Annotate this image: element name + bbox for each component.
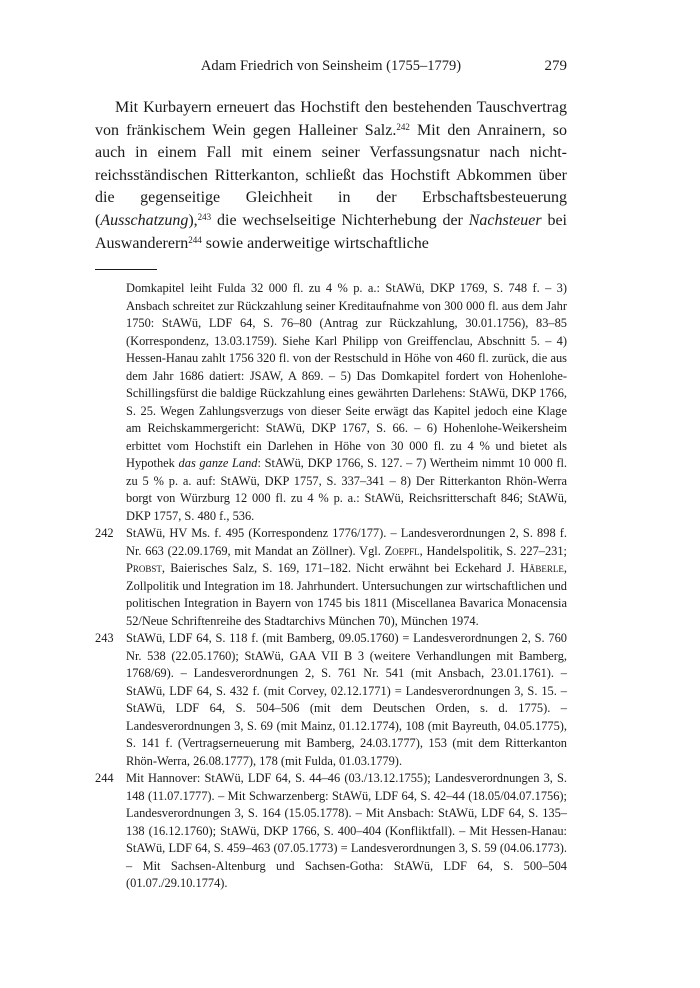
footnote-text: , Baierisches Salz, S. 169, 171–182. Nicht erwähnt bei Eckehard J. (161, 561, 520, 575)
footnote-text: , Handelspolitik, S. 227–231; (419, 543, 567, 558)
footnote-separator (95, 269, 157, 270)
author-name: Zoepfl (384, 543, 420, 558)
footnote-ref-244[interactable]: 244 (188, 234, 202, 245)
author-name: Probst (126, 561, 162, 575)
footnote-number: 242 (95, 526, 114, 540)
footnote-ref-242[interactable]: 242 (396, 121, 410, 132)
footnote-242 (95, 525, 567, 630)
italic-term: Ausschatzung (100, 211, 189, 229)
footnote-text: StAWü, LDF 64, S. 118 f. (mit Bamberg, 09.05.1760) = Landesverordnungen 2, S. 760 Nr. 538 (22.05.1760); StAWü, GAA VII B 3 (weitere Verhandlungen mit Bamberg, 1768/69). – Landesverordnungen 2, S. 761 Nr. 541 (mit Ansbach, 23.01.1761). – StAWü, LDF 64, S. 432 f. (mit Corvey, 02.12.1771) = Landesverordnungen 3, S. 15. – StAWü, LDF 64, S. 504–506 (mit dem Deutschen Orden, s. d. 1775). – Landesverordnungen 3, S. 69 (mit Mainz, 01.12.1774), 108 (mit Bayreuth, 04.05.1775), S. 141 f. (Vertragserneuerung mit Bamberg, 24.03.1777), 153 (mit dem Ritterkanton Rhön-Werra, 26.08.1777), 178 (mit Fulda, 01.03.1779). (126, 631, 567, 768)
footnote-ref-243[interactable]: 243 (197, 211, 212, 222)
running-title: Adam Friedrich von Seinsheim (1755–1779) (200, 58, 462, 74)
footnote-text: , Zollpolitik und Integration im 18. Jahrhundert. Untersuchungen zur wirtschaftlichen und politischen Integration in Bayern von 1745 bis 1811 (Miscellanea Bavarica Monacensia 52/Neue Schriftenreihe des Stadtarchivs München 70), München 1974. (126, 561, 567, 628)
body-text-segment: Mit den Anrainern, so auch in einem Fall mit einem seiner Verfassungsnatur nach nicht-reichsständischen Ritterkanton, schließt das Hochstift Abkommen über die gegenseitige Gleichheit in der Erbschaftsbesteuerung ( (95, 121, 567, 229)
page-number: 279 (544, 58, 567, 74)
italic-term: Nachsteuer (468, 211, 542, 229)
body-text-segment: Mit Kurbayern erneuert das Hochstift den bestehenden Tauschvertrag von fränkischem Wein gegen Halleiner Salz. (95, 99, 567, 139)
footnote-continuation (95, 280, 567, 525)
footnote-244 (95, 770, 567, 893)
running-header (95, 58, 567, 80)
footnote-number: 244 (95, 771, 114, 785)
body-text-segment: bei Auswanderern (95, 211, 567, 252)
footnote-number: 243 (95, 631, 114, 645)
body-paragraph (95, 97, 567, 255)
footnote-text: Mit Hannover: StAWü, LDF 64, S. 44–46 (03./13.12.1755); Landesverordnungen 3, S. 148 (11.07.1777). – Mit Schwarzenberg: StAWü, LDF 64, S. 42–44 (18.05/04.07.1756); Landesverordnungen 3, S. 164 (15.05.1778). – Mit Ansbach: StAWü, LDF 64, S. 135–138 (16.12.1760); StAWü, DKP 1766, S. 400–404 (Konfliktfall). – Mit Hessen-Hanau: StAWü, LDF 64, S. 459–463 (07.05.1773) = Landesverordnungen 3, S. 59 (04.06.1773). – Mit Sachsen-Altenburg und Sachsen-Gotha: StAWü, LDF 64, S. 500–504 (01.07./29.10.1774). (126, 771, 567, 890)
author-name: Häberle (519, 561, 564, 575)
footnote-text: StAWü, HV Ms. f. 495 (Korrespondenz 1776/177). – Landesverordnungen 2, S. 898 f. Nr. 663 (22.09.1769, mit Mandat an Zöllner). Vgl. (126, 526, 567, 558)
body-text-segment: die wechselseitige Nichterhebung der (211, 211, 469, 229)
italic-term: das ganze Land (178, 456, 258, 470)
footnote-text: : StAWü, DKP 1766, S. 127. – 7) Wertheim nimmt 10 000 fl. zu 5 % p. a. auf: StAWü, DKP 1757, S. 337–341 – 8) Der Ritterkanton Rhön-Werra borgt von Würzburg 12 000 fl. zu 4 % p. a.: StAWü, Reichsritterschaft 846; StAWü, DKP 1757, S. 480 f., 536. (126, 456, 568, 523)
body-text-segment: ), (188, 211, 198, 229)
footnotes (95, 280, 567, 893)
body-text-segment: sowie anderweitige wirtschaftliche (201, 234, 429, 252)
footnote-243 (95, 630, 567, 770)
footnote-text: Domkapitel leiht Fulda 32 000 fl. zu 4 % p. a.: StAWü, DKP 1769, S. 748 f. – 3) Ansbach schreitet zur Rückzahlung seiner Kreditaufnahme von 300 000 fl. aus dem Jahr 1750: StAWü, LDF 64, S. 76–80 (Antrag zur Rückzahlung, 30.01.1756), 83–85 (Korrespondenz, 13.03.1759). Siehe Karl Philipp von Greiffenclau, Abschnitt 5. – 4) Hessen-Hanau zahlt 1756 320 fl. von der Restschuld in Höhe von 460 fl. zurück, die aus dem Jahr 1686 datiert: JSAW, A 869. – 5) Das Domkapitel fordert von Hohenlohe-Schillingsfürst die baldige Rückzahlung eines gewährten Darlehens: StAWü, DKP 1766, S. 25. Wegen Zahlungsverzugs von dieser Seite erwägt das Kapitel jedoch eine Klage am Reichskammergericht: StAWü, DKP 1767, S. 66. – 6) Hohenlohe-Weikersheim erbittet vom Hochstift ein Darlehen in Höhe von 30 000 fl. zu 4 % und bietet als Hypothek (126, 281, 567, 470)
